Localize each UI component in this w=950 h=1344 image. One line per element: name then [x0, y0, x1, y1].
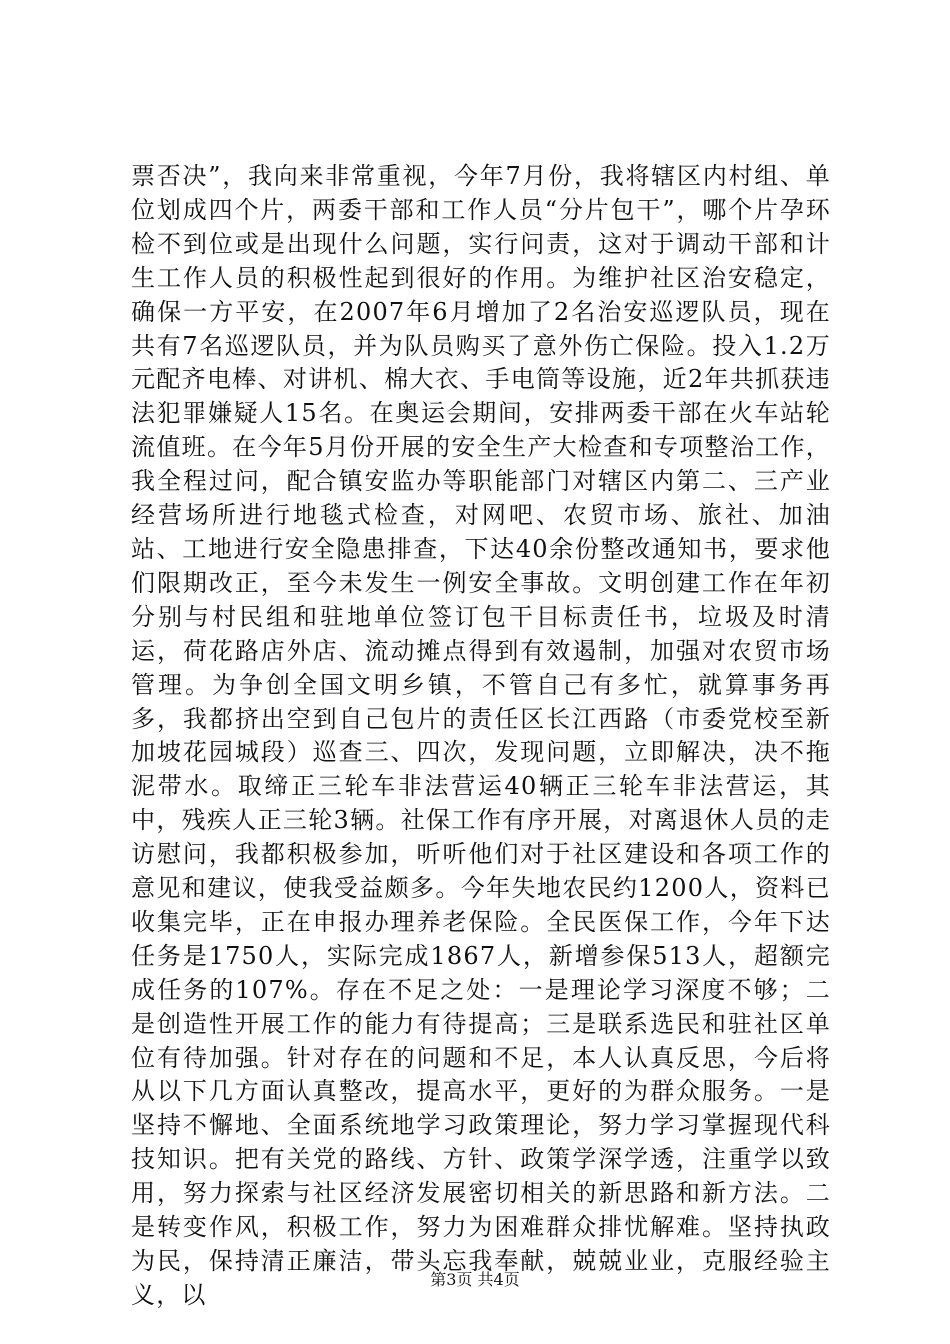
page-footer: 第3页 共4页 [430, 1270, 520, 1289]
body-paragraph: 票否决”，我向来非常重视，今年7月份，我将辖区内村组、单位划成四个片，两委干部和工作人员“分片包干”，哪个片孕环检不到位或是出现什么问题，实行问责，这对于调动干部和计生工作人员的积极性起到很好的作用。为维护社区治安稳定，确保一方平安，在2007年6月增加了2名治安巡逻队员，现在共有7名巡逻队员，并为队员购买了意外伤亡保险。投入1.2万元配齐电棒、对讲机、棉大衣、手电筒等设施，近2年共抓获违法犯罪嫌疑人15名。在奥运会期间，安排两委干部在火车站轮流值班。在今年5月份开展的安全生产大检查和专项整治工作，我全程过问，配合镇安监办等职能部门对辖区内第二、三产业经营场所进行地毯式检查，对网吧、农贸市场、旅社、加油站、工地进行安全隐患排查，下达40余份整改通知书，要求他们限期改正，至今未发生一例安全事故。文明创建工作在年初分别与村民组和驻地单位签订包干目标责任书，垃圾及时清运，荷花路店外店、流动摊点得到有效遏制，加强对农贸市场管理。为争创全国文明乡镇，不管自己有多忙，就算事务再多，我都挤出空到自己包片的责任区长江西路（市委党校至新加坡花园城段）巡查三、四次，发现问题，立即解决，决不拖泥带水。取缔正三轮车非法营运40辆正三轮车非法营运，其中，残疾人正三轮3辆。社保工作有序开展，对离退休人员的走访慰问，我都积极参加，听听他们对于社区建设和各项工作的意见和建议，使我受益颇多。今年失地农民约1200人，资料已收集完毕，正在申报办理养老保险。全民医保工作，今年下达任务是1750人，实际完成1867人，新增参保513人，超额完成任务的107%。存在不足之处：一是理论学习深度不够；二是创造性开展工作的能力有待提高；三是联系选民和驻社区单位有待加强。针对存在的问题和不足，本人认真反思，今后将从以下几方面认真整改，提高水平，更好的为群众服务。一是坚持不懈地、全面系统地学习政策理论，努力学习掌握现代科技知识。把有关党的路线、方针、政策学深学透，注重学以致用，努力探索与社区经济发展密切相关的新思路和新方法。二是转变作风，积极工作，努力为困难群众排忧解难。坚持执政为民，保持清正廉洁，带头忘我奉献，兢兢业业，克服经验主义，以 [131, 162, 831, 1309]
